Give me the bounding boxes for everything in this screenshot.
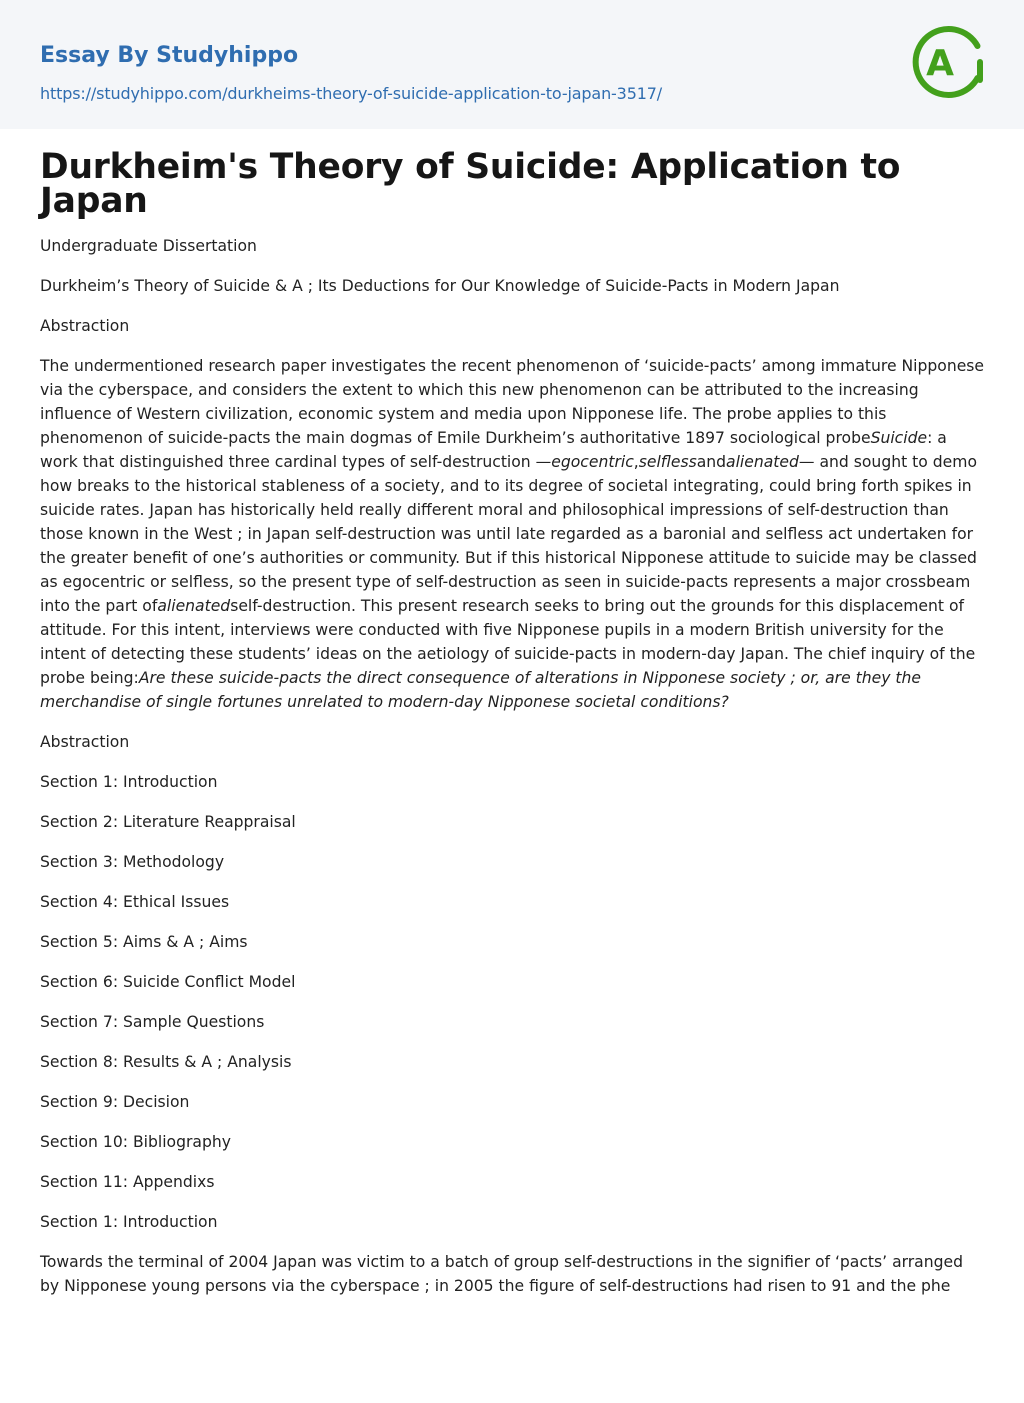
intro-paragraph: Towards the terminal of 2004 Japan was victim to a batch of group self-destructions in the signifier of ‘pacts’ arranged by Nipponese young persons via the cyberspace ; in 2005 the figure of self-destructions had risen to 91 and the phe: [40, 1253, 964, 1295]
brand-title[interactable]: Essay By Studyhippo: [40, 43, 299, 68]
section-heading: Section 1: Introduction: [40, 1213, 218, 1231]
toc-item: Section 9: Decision: [40, 1093, 190, 1111]
subtitle: Undergraduate Dissertation: [40, 237, 257, 255]
abstract-heading: Abstraction: [40, 317, 130, 335]
dissertation-title: Durkheim’s Theory of Suicide & A ; Its Deductions for Our Knowledge of Suicide-Pacts in Modern Japan: [40, 277, 840, 295]
toc-item: Section 1: Introduction: [40, 773, 218, 791]
toc-item: Section 3: Methodology: [40, 853, 225, 871]
toc-item: Section 10: Bibliography: [40, 1133, 231, 1151]
toc-item: Section 4: Ethical Issues: [40, 893, 230, 911]
toc-item: Section 6: Suicide Conflict Model: [40, 973, 296, 991]
toc-item: Abstraction: [40, 733, 130, 751]
toc-item: Section 7: Sample Questions: [40, 1013, 265, 1031]
toc-item: Section 8: Results & A ; Analysis: [40, 1053, 292, 1071]
source-url-link[interactable]: https://studyhippo.com/durkheims-theory-of-suicide-application-to-japan-3517/: [40, 84, 663, 103]
logo-letter: A: [926, 43, 954, 84]
page-title: Durkheim's Theory of Suicide: Application to Japan: [40, 147, 901, 221]
toc-item: Section 5: Aims & A ; Aims: [40, 933, 248, 951]
abstract-paragraph: The undermentioned research paper investigates the recent phenomenon of ‘suicide-pacts’ among immature Nipponese via the cyberspace, and considers the extent to which this new phenomenon can be attributed to the increasing influence of Western civilization, economic system and media upon Nipponese life. The probe applies to this phenomenon of suicide-pacts the main dogmas of Emile Durkheim’s authoritative 1897 sociological probeSuicide: a work that distinguished three cardinal types of self-destruction —egocentric,selflessandalienated— and sought to demo how breaks to the historical stableness of a society, and to its degree of societal integrating, could bring forth spikes in suicide rates. Japan has historically held really different moral and philosophical impressions of self-destruction than those known in the West ; in Japan self-destruction was until late regarded as a baronial and selfless act undertaken for the greater benefit of one’s authorities or community. But if this historical Nipponese attitude to suicide may be classed as egocentric or selfless, so the present type of self-destruction as seen in suicide-pacts represents a major crossbeam into the part ofalienatedself-destruction. This present research seeks to bring out the grounds for this displacement of attitude. For this intent, interviews were conducted with five Nipponese pupils in a modern British university for the intent of detecting these students’ ideas on the aetiology of suicide-pacts in modern-day Japan. The chief inquiry of the probe being:Are these suicide-pacts the direct consequence of alterations in Nipponese society ; or, are they the merchandise of single fortunes unrelated to modern-day Nipponese societal conditions?: [40, 357, 985, 711]
essay-body: [40, 234, 986, 1314]
toc-item: Section 11: Appendixs: [40, 1173, 215, 1191]
toc-item: Section 2: Literature Reappraisal: [40, 813, 296, 831]
